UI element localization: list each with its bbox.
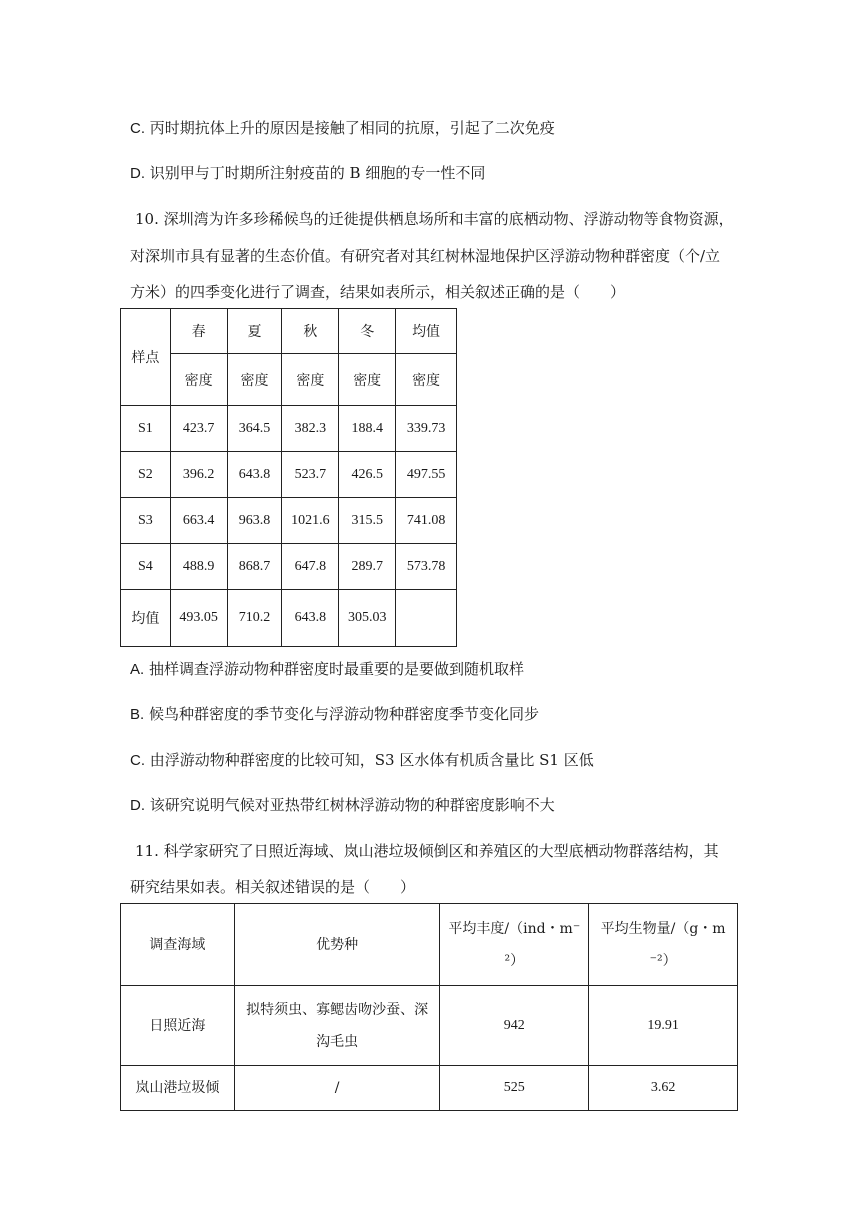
column-header: 冬	[339, 309, 396, 354]
table-header-row	[121, 309, 457, 354]
question-10-stem-line2: 对深圳市具有显著的生态价值。有研究者对其红树林湿地保护区浮游动物种群密度（个/立	[130, 247, 721, 265]
row-label: S2	[121, 452, 171, 498]
question-10-stem-line1: 10. 深圳湾为许多珍稀候鸟的迁徙提供栖息场所和丰富的底栖动物、浮游动物等食物资源，	[135, 210, 734, 228]
table-row	[121, 590, 457, 647]
table-cell: 741.08	[396, 498, 457, 544]
row-label: S4	[121, 544, 171, 590]
cell-line: 沟毛虫	[316, 1033, 359, 1050]
table-cell: 488.9	[170, 544, 227, 590]
table-cell: 493.05	[170, 590, 227, 647]
table-cell: 1021.6	[282, 498, 339, 544]
row-label: S3	[121, 498, 171, 544]
table-cell: 188.4	[339, 406, 396, 452]
table-cell: 710.2	[227, 590, 282, 647]
option-text: 抽样调查浮游动物种群密度时最重要的是要做到随机取样	[148, 660, 524, 678]
option-c	[130, 749, 594, 770]
table-cell: 423.7	[170, 406, 227, 452]
column-header: 调查海域	[121, 904, 235, 986]
option-letter: C.	[130, 120, 145, 137]
table-subheader-row	[121, 354, 457, 406]
table-cell: 497.55	[396, 452, 457, 498]
header-line: ⁻²）	[649, 952, 677, 969]
column-header	[440, 904, 589, 986]
table-cell: 426.5	[339, 452, 396, 498]
table-cell: 573.78	[396, 544, 457, 590]
column-header: 夏	[227, 309, 282, 354]
benthos-table	[120, 903, 738, 1111]
column-header: 均值	[396, 309, 457, 354]
table-row	[121, 1066, 738, 1111]
row-label: 均值	[121, 590, 171, 647]
table-cell	[234, 986, 440, 1066]
subheader-cell: 密度	[227, 354, 282, 406]
column-header: 春	[170, 309, 227, 354]
question-10-stem-line3: 方米）的四季变化进行了调查，结果如表所示，相关叙述正确的是（ ）	[130, 283, 626, 301]
option-letter: D.	[130, 797, 145, 814]
option-d	[130, 794, 555, 815]
table-cell: 396.2	[170, 452, 227, 498]
table-cell: 523.7	[282, 452, 339, 498]
table-row	[121, 544, 457, 590]
option-d	[130, 162, 485, 183]
option-letter: A.	[130, 661, 145, 678]
option-text: 候鸟种群密度的季节变化与浮游动物种群密度季节变化同步	[148, 705, 539, 723]
table-cell: 663.4	[170, 498, 227, 544]
table-cell: 364.5	[227, 406, 282, 452]
header-line: ²）	[504, 952, 525, 969]
option-text: 识别甲与丁时期所注射疫苗的 B 细胞的专一性不同	[149, 164, 486, 182]
row-header-cell: 样点	[121, 309, 171, 406]
table-header-row	[121, 904, 738, 986]
table-cell: 643.8	[227, 452, 282, 498]
column-header: 秋	[282, 309, 339, 354]
table-cell: 19.91	[589, 986, 738, 1066]
table-cell: 岚山港垃圾倾	[121, 1066, 235, 1111]
table-cell: 382.3	[282, 406, 339, 452]
question-11-stem-line1: 11. 科学家研究了日照近海域、岚山港垃圾倾倒区和养殖区的大型底栖动物群落结构，其	[135, 842, 719, 860]
table-cell: 868.7	[227, 544, 282, 590]
row-label: S1	[121, 406, 171, 452]
table-row	[121, 986, 738, 1066]
subheader-cell: 密度	[170, 354, 227, 406]
option-b	[130, 703, 539, 724]
table-cell: 647.8	[282, 544, 339, 590]
table-cell: 963.8	[227, 498, 282, 544]
option-text: 由浮游动物种群密度的比较可知，S3 区水体有机质含量比 S1 区低	[149, 751, 594, 769]
table-cell: /	[234, 1066, 440, 1111]
table-cell: 日照近海	[121, 986, 235, 1066]
table-row	[121, 452, 457, 498]
table-cell	[396, 590, 457, 647]
table-cell: 942	[440, 986, 589, 1066]
header-line: 平均生物量/（g・m	[600, 920, 726, 937]
table-cell: 3.62	[589, 1066, 738, 1111]
option-text: 该研究说明气候对亚热带红树林浮游动物的种群密度影响不大	[149, 796, 555, 814]
option-a	[130, 658, 524, 679]
cell-line: 拟特须虫、寡鳃齿吻沙蚕、深	[246, 1001, 429, 1018]
table-row	[121, 498, 457, 544]
table-cell: 315.5	[339, 498, 396, 544]
subheader-cell: 密度	[339, 354, 396, 406]
option-text: 丙时期抗体上升的原因是接触了相同的抗原，引起了二次免疫	[149, 119, 555, 137]
header-line: 平均丰度/（ind・m⁻	[448, 920, 581, 937]
subheader-cell: 密度	[396, 354, 457, 406]
table-cell: 339.73	[396, 406, 457, 452]
density-table	[120, 308, 457, 647]
question-11-stem-line2: 研究结果如表。相关叙述错误的是（ ）	[130, 878, 416, 896]
table-row	[121, 406, 457, 452]
option-letter: D.	[130, 165, 145, 182]
column-header: 优势种	[234, 904, 440, 986]
table-cell: 289.7	[339, 544, 396, 590]
table-cell: 643.8	[282, 590, 339, 647]
subheader-cell: 密度	[282, 354, 339, 406]
option-letter: C.	[130, 752, 145, 769]
table-cell: 525	[440, 1066, 589, 1111]
table-cell: 305.03	[339, 590, 396, 647]
option-letter: B.	[130, 706, 145, 723]
option-c	[130, 117, 555, 138]
column-header	[589, 904, 738, 986]
